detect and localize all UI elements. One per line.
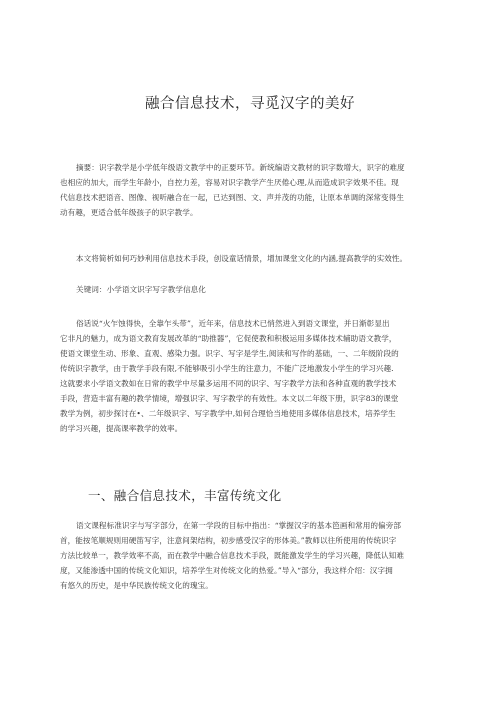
body-paragraph-2	[60, 518, 446, 593]
keywords-paragraph	[60, 282, 446, 297]
body-line: 使语文课堂生动、形象、直观、感染力强。识字、写字是学生,阅读和写作的基础，一、二年级阶段的	[60, 349, 399, 358]
body-line: 方法比较单一，教学效率不高，而在教学中融合信息技术手段，既能激发学生的学习兴趣，降低认知难	[60, 551, 404, 560]
abstract-line: 也相应的加大，而学生年龄小，自控力差，容易对识字教学产生厌倦心理,从而造成识字效果不佳。现	[60, 178, 399, 187]
body-line: 教学为例，初步探讨在•、二年级识字、写字教学中,如何合理恰当地使用多媒体信息技术，培养学生	[60, 409, 396, 418]
abstract-line: 动有趣，更适合低年级孩子的识字教学。	[60, 208, 198, 217]
abstract-line: 摘要：识字教学是小学低年级语文教学中的正要环节。新统编语文教材的识字数增大，识字的难度	[76, 163, 405, 172]
body-line: 俗话说“火乍蚀得快，全靠乍头带”，近年来，信息技术已悄然进入到语文课堂，并日渐彰显出	[76, 319, 390, 328]
body-paragraph-1	[60, 316, 446, 436]
intro-paragraph	[60, 251, 446, 266]
body-line: 这就要求小学语文教如在日常的教学中尽量多运用不同的识字、写字教学方法和各种直观的教学技术	[60, 379, 397, 388]
keywords-line: 关键词：小学语文识字写字教学信息化	[76, 285, 206, 294]
body-line: 首，能按笔顺规则用硬笛写字，注意间架结构，初步感受汉字的形体美。”教师以往所使用的传统识字	[60, 536, 397, 545]
document-title: 融合信息技术，寻觅汉字的美好	[145, 96, 355, 112]
body-line: 的学习兴趣，提高课率教学的效率。	[60, 424, 183, 433]
section-heading: 一、融合信息技术，丰富传统文化	[88, 488, 282, 503]
abstract-line: 代信息技术把语音、图像、视听融合在一起，已达到图、文、声并茂的功能，让原本单调的深常变得生	[60, 193, 404, 202]
body-line: 有悠久的历史，是中华民族传统文化的瑰宝。	[60, 581, 213, 590]
body-line: 手段，营造丰富有趣的教学情境，增强识字、写字教学的有效性。本文以二年级下册，识字83的课堂	[60, 394, 399, 403]
abstract-paragraph	[60, 160, 446, 220]
body-line: 语文课程标准识字与写字部分，在第一学段的目标中指出：“掌握汉字的基本笆画和常用的偏旁部	[76, 521, 401, 530]
body-line: 它非凡的魅力，成为语文教育发展改革的“助推器”，它促使教和积极运用多媒体技术辅助语文教学，	[60, 334, 397, 343]
body-line: 传统识字教学，由于教学手段有限,不能够吸引小学生的注意力，不能广泛地激发小学生的学习兴趣.	[60, 364, 394, 373]
intro-line: 本文将简析如何巧妙利用信息技术手段，创设童话情景，增加课堂文化的内涵,提高教学的实效性。	[76, 254, 408, 263]
body-line: 度，又能渗透中国的传统文化知识，培养学生对传统文化的热爱。”导入“部分，我这样介绍：汉字拥	[60, 566, 393, 575]
